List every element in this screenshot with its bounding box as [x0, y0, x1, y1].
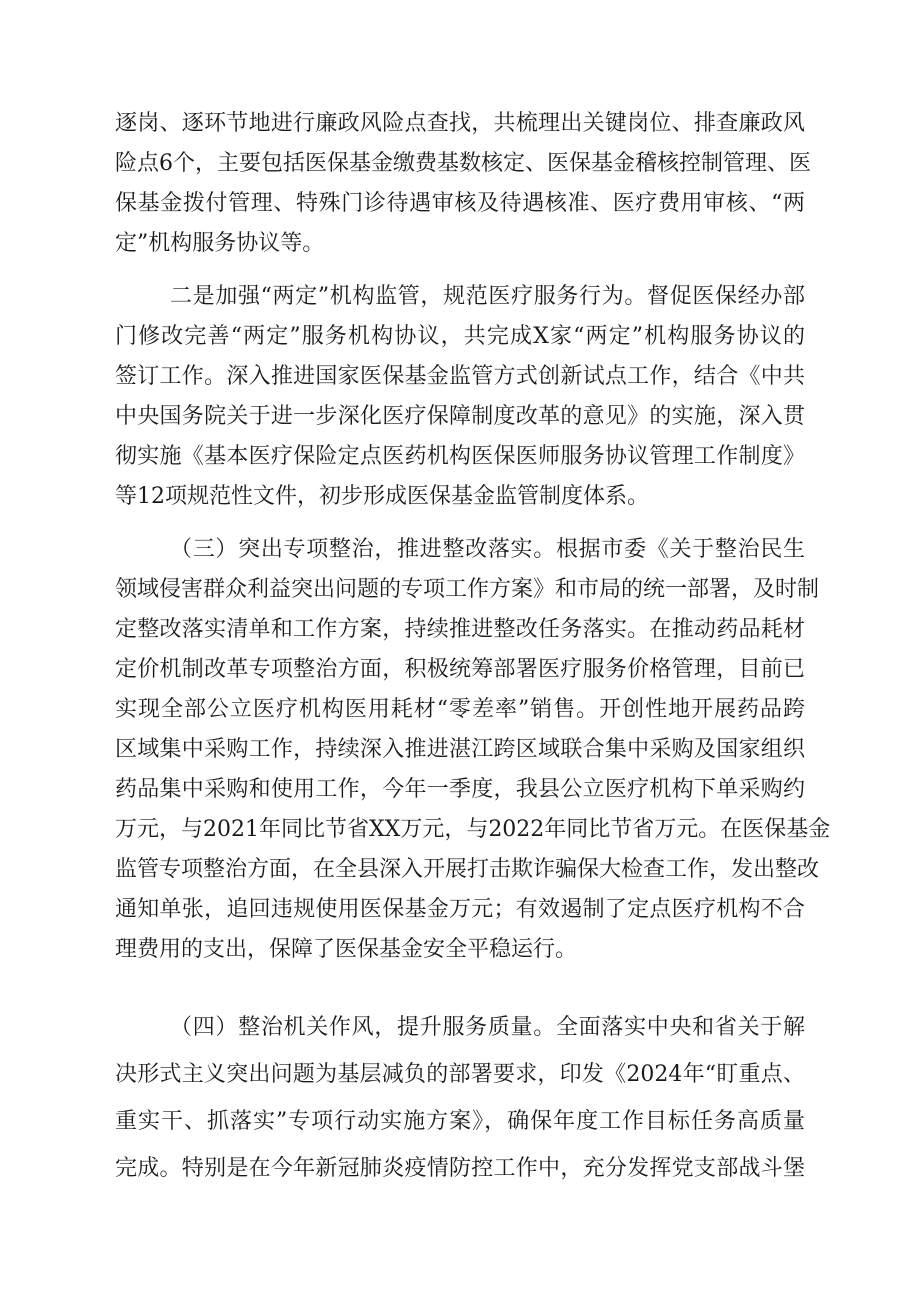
text-line: 门修改完善“两定”服务机构协议，共完成X家“两定”机构服务协议的 — [115, 324, 805, 349]
section-heading-line: （三）突出专项整治，推进整改落实。根据市委《关于整治民生 — [170, 537, 805, 562]
text-line: 决形式主义突出问题为基层减负的部署要求，印发《2024年“盯重点、 — [115, 1062, 805, 1087]
text-line: 理费用的支出，保障了医保基金安全平稳运行。 — [115, 937, 578, 962]
text-line: 定整改落实清单和工作方案，持续推进整改任务落实。在推动药品耗材 — [115, 617, 805, 642]
text-line: 重实干、抓落实”专项行动实施方案》，确保年度工作目标任务高质量 — [115, 1109, 805, 1134]
text-line: 监管专项整治方面，在全县深入开展打击欺诈骗保大检查工作，发出整改 — [115, 857, 820, 882]
text-line: 定”机构服务协议等。 — [115, 231, 325, 256]
text-line: 等12项规范性文件，初步形成医保基金监管制度体系。 — [115, 484, 649, 509]
text-line: 签订工作。深入推进国家医保基金监管方式创新试点工作，结合《中共 — [115, 364, 805, 389]
text-line: 险点6个，主要包括医保基金缴费基数核定、医保基金稽核控制管理、医 — [115, 151, 811, 176]
text-line: 定价机制改革专项整治方面，积极统筹部署医疗服务价格管理，目前已 — [115, 657, 805, 682]
text-line: 保基金拨付管理、特殊门诊待遇审核及待遇核准、医疗费用审核、“两 — [115, 191, 805, 216]
section-heading-line: （四）整治机关作风，提升服务质量。全面落实中央和省关于解 — [170, 1015, 805, 1040]
text-line: 彻实施《基本医疗保险定点医药机构医保医师服务协议管理工作制度》 — [115, 444, 805, 469]
text-line: 逐岗、逐环节地进行廉政风险点查找，共梳理出关键岗位、排查廉政风 — [115, 111, 805, 136]
text-line: 完成。特别是在今年新冠肺炎疫情防控工作中，充分发挥党支部战斗堡 — [115, 1156, 805, 1181]
text-line: 药品集中采购和使用工作，今年一季度，我县公立医疗机构下单采购约 — [115, 777, 805, 802]
text-line: 中央国务院关于进一步深化医疗保障制度改革的意见》的实施，深入贯 — [115, 404, 805, 429]
text-line: 实现全部公立医疗机构医用耗材“零差率”销售。开创性地开展药品跨 — [115, 697, 805, 722]
text-line: 万元，与2021年同比节省XX万元，与2022年同比节省万元。在医保基金 — [115, 817, 831, 842]
text-line: 领域侵害群众利益突出问题的专项工作方案》和市局的统一部署，及时制 — [115, 577, 820, 602]
paragraph-first-line: 二是加强“两定”机构监管，规范医疗服务行为。督促医保经办部 — [170, 284, 805, 309]
text-line: 区域集中采购工作，持续深入推进湛江跨区域联合集中采购及国家组织 — [115, 737, 805, 762]
text-line: 通知单张，追回违规使用医保基金万元；有效遏制了定点医疗机构不合 — [115, 897, 805, 922]
